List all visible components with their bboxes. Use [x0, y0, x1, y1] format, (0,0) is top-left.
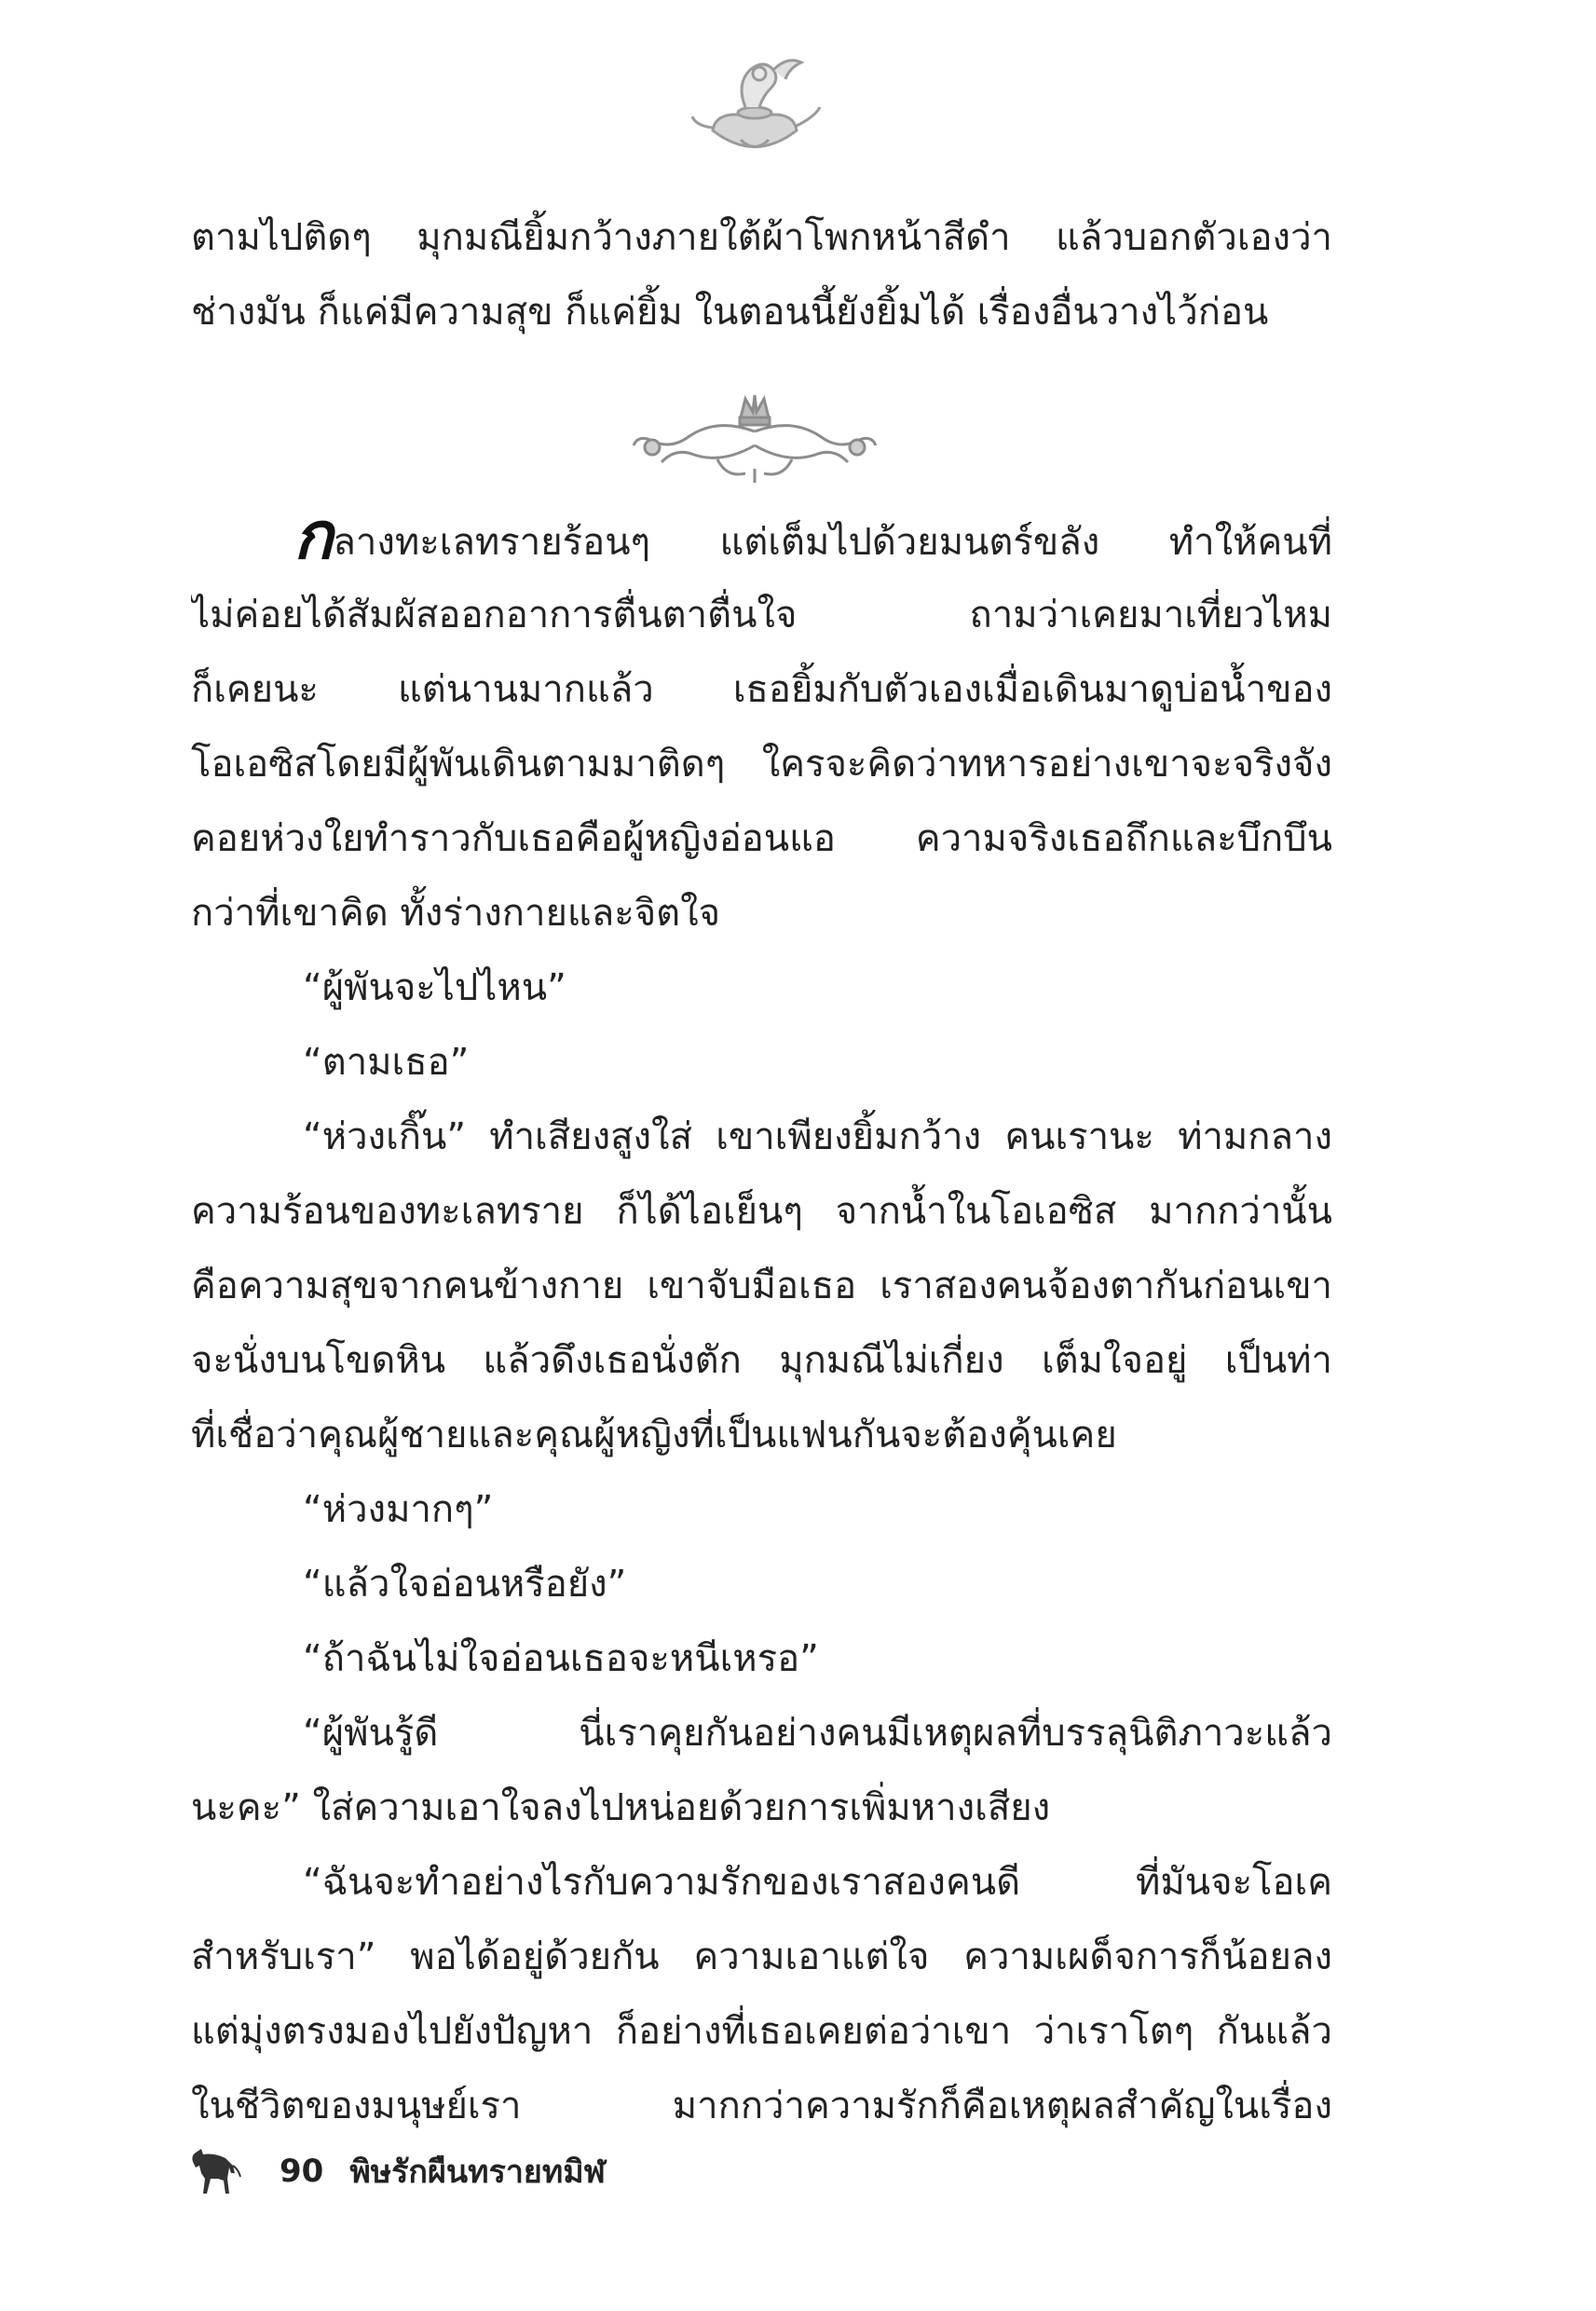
text-line: โอเอซิสโดยมีผู้พันเดินตามมาติดๆ ใครจะคิดว่าทหารอย่างเขาจะจริงจัง — [191, 743, 1332, 786]
text-line: “ตามเธอ” — [303, 1041, 470, 1084]
text-line: ในชีวิตของมนุษย์เรา มากกว่าความรักก็คือเหตุผลสำคัญในเรื่อง — [191, 2085, 1332, 2127]
text-line: “ผู้พันจะไปไหน” — [303, 966, 566, 1009]
genie-lamp-icon — [685, 51, 825, 163]
text-line: ที่เชื่อว่าคุณผู้ชายและคุณผู้หญิงที่เป็นแฟนกันจะต้องคุ้นเคย — [191, 1414, 1117, 1456]
top-paragraph — [191, 200, 1332, 349]
text-line: กว่าที่เขาคิด ทั้งร่างกายและจิตใจ — [191, 892, 721, 935]
text-line: ก็เคยนะ แต่นานมากแล้ว เธอยิ้มกับตัวเองเมื่อเดินมาดูบ่อน้ำของ — [191, 668, 1332, 711]
drop-cap: ก — [293, 503, 334, 574]
text-line: สำหรับเรา” พอได้อยู่ด้วยกัน ความเอาแต่ใจ ความเผด็จการก็น้อยลง — [191, 1935, 1332, 1978]
text-line: นะคะ” ใส่ความเอาใจลงไปหน่อยด้วยการเพิ่มหางเสียง — [191, 1786, 1051, 1829]
text-line: “ผู้พันรู้ดี นี่เราคุยกันอย่างคนมีเหตุผลที่บรรลุนิติภาวะแล้ว — [303, 1712, 1332, 1755]
text-line: “แล้วใจอ่อนหรือยัง” — [303, 1563, 627, 1606]
text-line: จะนั่งบนโขดหิน แล้วดึงเธอนั่งตัก มุกมณีไม่เกี่ยง เต็มใจอยู่ เป็นท่า — [191, 1339, 1332, 1382]
body-text — [191, 503, 1332, 2143]
page-footer — [186, 2143, 606, 2199]
crown-flourish-icon — [624, 390, 885, 492]
text-line: ความร้อนของทะเลทราย ก็ได้ไอเย็นๆ จากน้ำในโอเอซิส มากกว่านั้น — [191, 1190, 1332, 1233]
text-line: คือความสุขจากคนข้างกาย เขาจับมือเธอ เราสองคนจ้องตากันก่อนเขา — [191, 1265, 1332, 1307]
text-line — [191, 503, 1332, 578]
text-line: แต่มุ่งตรงมองไปยังปัญหา ก็อย่างที่เธอเคยต่อว่าเขา ว่าเราโตๆ กันแล้ว — [191, 2010, 1332, 2053]
text-line: ไม่ค่อยได้สัมผัสออกอาการตื่นตาตื่นใจ ถามว่าเคยมาเที่ยวไหม — [191, 594, 1332, 636]
text-line: “ฉันจะทำอย่างไรกับความรักของเราสองคนดี ที่มันจะโอเค — [303, 1861, 1332, 1904]
text-line: “ถ้าฉันไม่ใจอ่อนเธอจะหนีเหรอ” — [303, 1637, 819, 1680]
page-number: 90 — [280, 2153, 324, 2190]
text-line: “ห่วงมากๆ” — [303, 1488, 494, 1531]
text-line-content: ลางทะเลทรายร้อนๆ แต่เต็มไปด้วยมนตร์ขลัง ทำให้คนที่ — [333, 521, 1332, 564]
text-line: คอยห่วงใยทำราวกับเธอคือผู้หญิงอ่อนแอ ความจริงเธอถึกและบึกบึน — [191, 817, 1332, 860]
text-line: ช่างมัน ก็แค่มีความสุข ก็แค่ยิ้ม ในตอนนี้ยังยิ้มได้ เรื่องอื่นวางไว้ก่อน — [191, 291, 1269, 334]
book-title: พิษรักผืนทรายทมิฬ — [349, 2154, 606, 2191]
text-line: “ห่วงเกิ๊น” ทำเสียงสูงใส่ เขาเพียงยิ้มกว้าง คนเรานะ ท่ามกลาง — [303, 1115, 1332, 1158]
horse-icon — [186, 2145, 242, 2197]
text-line: ตามไปติดๆ มุกมณียิ้มกว้างภายใต้ผ้าโพกหน้าสีดำ แล้วบอกตัวเองว่า — [191, 216, 1332, 259]
